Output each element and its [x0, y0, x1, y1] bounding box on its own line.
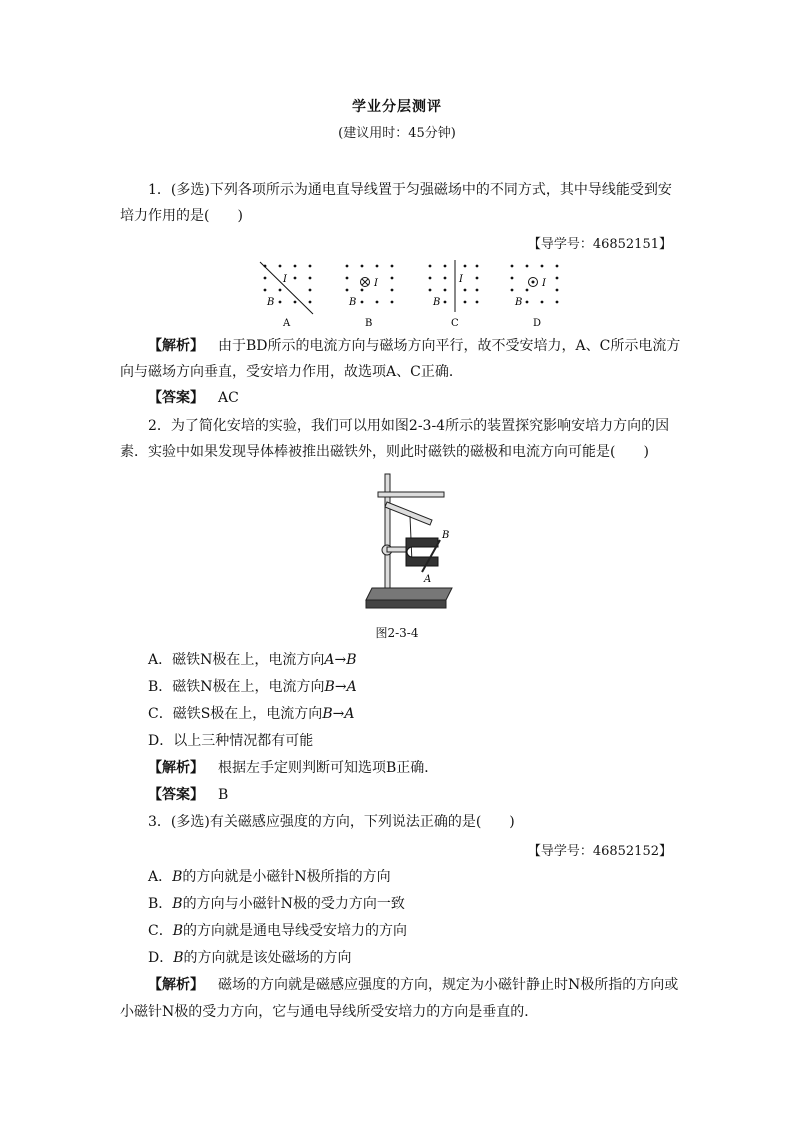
q2-option-b-direction: B→A — [324, 679, 357, 695]
q1-panel-a-label: A — [283, 318, 291, 329]
q3-option-b — [148, 894, 708, 914]
q2-stand-rod — [385, 474, 390, 588]
q2-fig-label-b: B — [442, 530, 450, 541]
q1-panel-b-label: B — [365, 318, 373, 329]
q3-option-a-symbol: B — [172, 869, 183, 885]
q2-analysis-line — [148, 758, 708, 778]
q3-analysis-line2: 小磁针N极的受力方向，它与通电导线所受安培力的方向是垂直的． — [120, 1004, 539, 1020]
q1-panel-b-i-label: I — [374, 278, 378, 289]
q2-analysis-tag: 【解析】 — [148, 760, 204, 776]
q1-panel-c-b-label: B — [433, 297, 441, 308]
q3-option-b-text: 的方向与小磁针N极的受力方向一致 — [182, 896, 405, 912]
q3-option-d-symbol: B — [173, 950, 184, 966]
q3-option-c-symbol: B — [172, 923, 184, 939]
q1-panel-d-i-label: I — [542, 278, 546, 289]
q1-analysis-tag: 【解析】 — [148, 338, 204, 354]
q1-panel-d-label: D — [533, 318, 542, 329]
q2-slant-arm — [385, 502, 432, 525]
q1-panel-d-b-label: B — [515, 297, 523, 308]
q3-option-b-prefix: B． — [148, 896, 173, 912]
q1-answer-tag: 【答案】 — [148, 390, 204, 406]
q3-guide-number: 【导学号：46852152】 — [527, 844, 672, 859]
q3-analysis-tag: 【解析】 — [148, 977, 204, 993]
q3-option-c-text: 的方向就是通电导线受安培力的方向 — [183, 923, 408, 939]
q3-analysis-text1: 磁场的方向就是磁感应强度的方向，规定为小磁针静止时N极所指的方向或 — [218, 977, 679, 993]
q2-answer-line — [148, 785, 708, 805]
q2-option-b-text: B．磁铁N极在上，电流方向 — [148, 679, 325, 695]
q1-panel-d-dot-center — [532, 281, 535, 284]
q1-panel-c-i-label: I — [459, 274, 463, 285]
q2-stem-line2: 素．实验中如果发现导体棒被推出磁铁外，则此时磁铁的磁极和电流方向可能是( ) — [120, 444, 649, 460]
q3-option-b-symbol: B — [172, 896, 183, 912]
q1-answer-line — [148, 388, 708, 408]
q3-option-c-prefix: C． — [148, 923, 173, 939]
q2-figure-caption: 图2-3-4 — [375, 626, 419, 640]
q1-analysis-text1: 由于BD所示的电流方向与磁场方向平行，故不受安培力，A、C所示电流方 — [218, 338, 681, 354]
q2-analysis-text: 根据左手定则判断可知选项B正确． — [218, 760, 439, 776]
q1-panel-b-b-label: B — [349, 297, 357, 308]
q3-analysis-line1 — [148, 975, 708, 995]
q2-stem-line1: 2．为了简化安培的实验，我们可以用如图2-3-4所示的装置探究影响安培力方向的因 — [148, 418, 670, 434]
q1-panel-a-i-label: I — [283, 274, 287, 285]
q2-apparatus-figure — [362, 468, 462, 613]
q3-stem-line: 3．(多选)有关磁感应强度的方向，下列说法正确的是( ) — [148, 814, 515, 830]
q3-option-a-prefix: A． — [148, 869, 173, 885]
q3-option-d-text: 的方向就是该处磁场的方向 — [183, 950, 352, 966]
q2-base-top — [366, 588, 452, 600]
q1-analysis-line2: 向与磁场方向垂直，受安培力作用，故选项A、C正确． — [120, 364, 463, 380]
q2-base-front — [366, 600, 446, 608]
q1-answer-value: AC — [218, 390, 239, 406]
q1-stem-line2: 培力作用的是( ) — [120, 208, 243, 224]
q1-stem-line1: 1．(多选)下列各项所示为通电直导线置于匀强磁场中的不同方式，其中导线能受到安 — [148, 182, 672, 198]
q2-answer-value: B — [218, 787, 229, 803]
q3-option-a-text: 的方向就是小磁针N极所指的方向 — [182, 869, 391, 885]
q2-option-d — [148, 731, 708, 751]
q2-option-a-text: A．磁铁N极在上，电流方向 — [148, 652, 325, 668]
q2-answer-tag: 【答案】 — [148, 787, 204, 803]
q3-option-a — [148, 867, 708, 887]
q3-option-d — [148, 948, 708, 968]
q3-option-c — [148, 921, 708, 941]
q1-panel-c-label: C — [451, 318, 459, 329]
q2-option-b — [148, 677, 708, 697]
q1-guide-number: 【导学号：46852151】 — [527, 237, 672, 252]
q2-option-d-text: D．以上三种情况都有可能 — [148, 733, 314, 749]
q2-option-c-direction: B→A — [322, 706, 355, 722]
q1-analysis-line1 — [148, 336, 708, 356]
q1-panel-a-b-label: B — [267, 297, 275, 308]
q2-top-arm — [378, 492, 444, 497]
q2-option-c — [148, 704, 708, 724]
q2-clamp-arm — [387, 547, 407, 552]
q2-option-c-text: C．磁铁S极在上，电流方向 — [148, 706, 323, 722]
q2-fig-label-a: A — [424, 574, 432, 585]
q3-option-d-prefix: D． — [148, 950, 174, 966]
q2-option-a-direction: A→B — [324, 652, 357, 668]
page-title: 学业分层测评 — [352, 99, 442, 115]
q1-figure-panels — [255, 260, 565, 332]
q2-option-a — [148, 650, 708, 670]
page-subtitle: (建议用时：45分钟) — [338, 126, 456, 141]
